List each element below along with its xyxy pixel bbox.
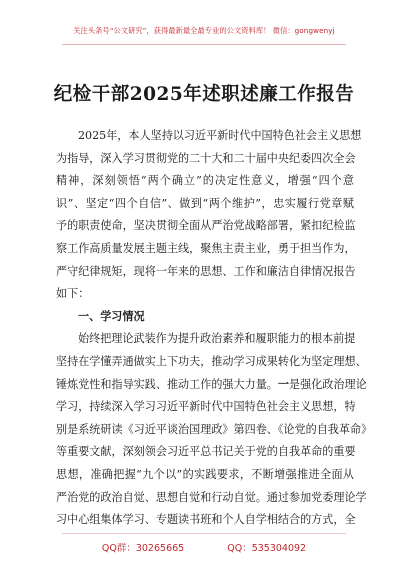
- paragraph-line: 察工作高质量发展主题主线，聚焦主责主业，勇于担当作为，: [56, 241, 356, 255]
- paragraph-line: 习中心组集体学习、专题读书班和个人自学相结合的方式，全: [56, 513, 356, 527]
- header-note: 关注头条号“公文研究”，获得最新最全最专业的公文资料库！ 微信：gongwenyj: [73, 26, 335, 35]
- footer-divider: [62, 533, 346, 534]
- paragraph-line: 严守纪律规矩，现将一年来的思想、工作和廉洁自律情况报告: [56, 264, 356, 278]
- document-body: [56, 125, 373, 532]
- paragraph-line: 别是系统研读《习近平谈治国理政》第四卷、《论党的自我革命》: [56, 422, 373, 436]
- paragraph-line: 如下：: [56, 287, 90, 301]
- paragraph-line: 学习，持续深入学习习近平新时代中国特色社会主义思想，特: [56, 400, 356, 414]
- footer-qq-group: QQ群：30265665: [101, 543, 185, 554]
- paragraph-line-text: 锤炼党性和指导实践、推动工作的强大力量。: [56, 377, 278, 391]
- paragraph-line: 思想，准确把握“九个以”的实践要求，不断增强推进全面从: [56, 467, 354, 481]
- paragraph-line: 2025年，本人坚持以习近平新时代中国特色社会主义思想: [78, 129, 362, 142]
- footer-qq: QQ：535304092: [227, 543, 307, 554]
- footer: [0, 540, 408, 554]
- paragraph-line: 予的职责使命，坚决贯彻全面从严治党战略部署，紧扣纪检监: [56, 219, 356, 233]
- paragraph-line: 精神，深刻领悟“两个确立”的决定性意义，增强“四个意: [56, 174, 354, 188]
- paragraph-line: 始终把理论武装作为提升政治素养和履职能力的根本前提: [78, 332, 356, 346]
- header-divider: [62, 44, 346, 45]
- emphasis-marker: 一: [277, 377, 289, 391]
- paragraph-line: 坚持在学懂弄通做实上下功夫，推动学习成果转化为坚定理想、: [56, 354, 367, 368]
- paragraph-line: 识”、坚定“四个自信”、做到“两个维护”，忠实履行党章赋: [56, 196, 354, 210]
- document-title: 纪检干部2025年述职述廉工作报告: [53, 84, 355, 105]
- paragraph-line-text: 是强化政治理论: [289, 377, 367, 391]
- paragraph-line: [56, 374, 367, 397]
- section-heading: 一、学习情况: [78, 309, 145, 323]
- paragraph-line: 为指导，深入学习贯彻党的二十大和二十届中央纪委四次全会: [56, 151, 356, 165]
- paragraph-line: 严治党的政治自觉、思想自觉和行动自觉。通过参加党委理论学: [56, 490, 367, 504]
- paragraph-line: 等重要文献，深刻领会习近平总书记关于党的自我革命的重要: [56, 445, 356, 459]
